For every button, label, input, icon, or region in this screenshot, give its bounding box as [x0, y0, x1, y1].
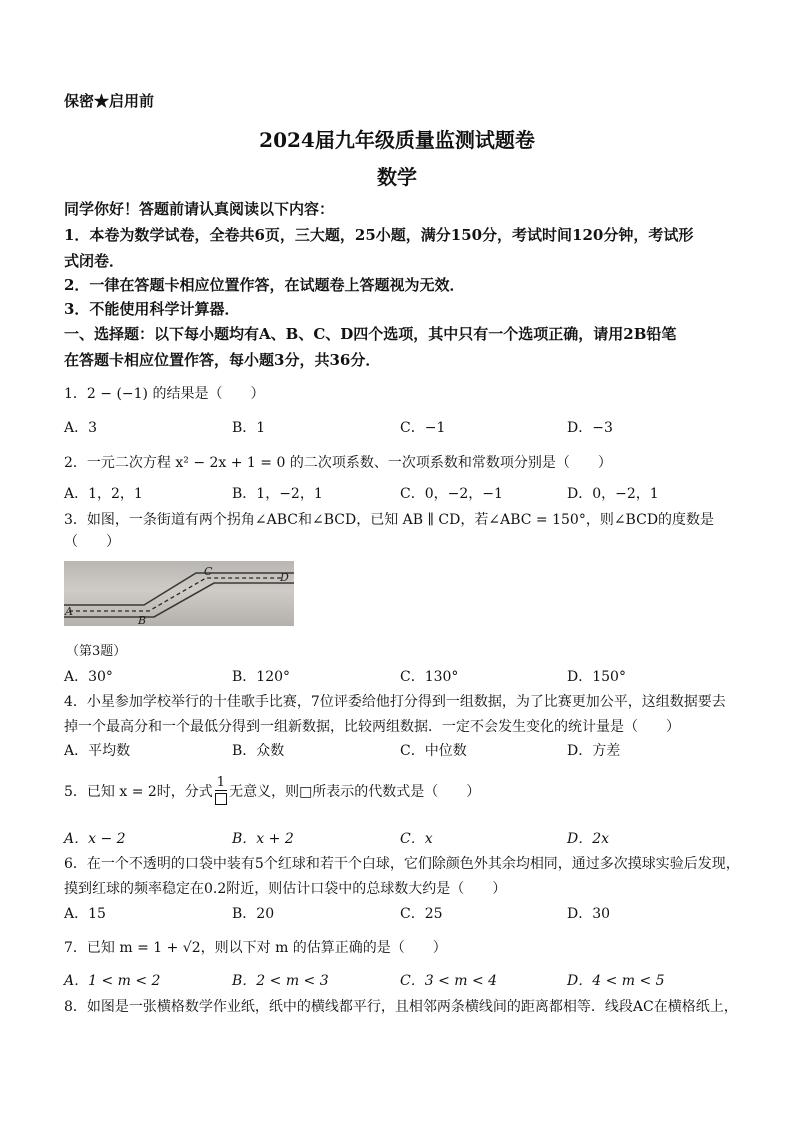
- road-edge-lower: [64, 583, 294, 617]
- question-2-option-b: B．1，−2，1: [232, 486, 323, 502]
- question-3-option-a: A．30°: [64, 669, 113, 685]
- question-6-option-b: B．20: [232, 906, 275, 922]
- question-2-option-d: D．0，−2，1: [567, 486, 659, 502]
- fraction: [215, 776, 227, 808]
- question-5-option-d: D．2x: [567, 831, 610, 847]
- question-6-option-a: A．15: [64, 906, 106, 922]
- question-3-figure-caption: （第3题）: [66, 644, 127, 659]
- figure-label-b: B: [138, 614, 147, 626]
- question-2-option-a: A．1，2，1: [64, 486, 143, 502]
- fraction-denominator: [215, 791, 227, 808]
- notice-greeting: 同学你好！答题前请认真阅读以下内容：: [64, 200, 335, 218]
- question-4-stem-line-1: 4．小星参加学校举行的十佳歌手比赛，7位评委给他打分得到一组数据，为了比赛更加公平，这组数据要去: [64, 694, 726, 710]
- question-7-option-d: D．4 < m < 5: [567, 973, 665, 989]
- street-diagram: [64, 561, 294, 626]
- question-3-street-photo: [64, 561, 294, 626]
- question-1-option-d: D．−3: [567, 420, 613, 436]
- question-4-option-b: B．众数: [232, 743, 285, 759]
- question-6-option-d: D．30: [567, 906, 611, 922]
- question-3-option-b: B．120°: [232, 669, 291, 685]
- question-1-option-c: C．−1: [400, 420, 446, 436]
- figure-label-c: C: [204, 565, 213, 578]
- section-1-intro-line-1: 一、选择题：以下每小题均有A、B、C、D四个选项，其中只有一个选项正确，请用2B铅笔: [64, 325, 677, 343]
- question-6-stem-line-2: 摸到红球的频率稳定在0.2附近，则估计口袋中的总球数大约是（ ）: [64, 881, 507, 897]
- question-1-option-b: B．1: [232, 420, 266, 436]
- notice-item-2: 2．一律在答题卡相应位置作答，在试题卷上答题视为无效．: [64, 276, 465, 294]
- question-4-option-c: C．中位数: [400, 743, 467, 759]
- question-7-stem: 7．已知 m = 1 + √2，则以下对 m 的估算正确的是（ ）: [64, 940, 447, 956]
- fraction-numerator: 1: [216, 775, 226, 790]
- question-1-option-a: A．3: [64, 420, 98, 436]
- question-4-option-d: D．方差: [567, 743, 621, 759]
- question-1-stem: 1．2 − (−1) 的结果是（ ）: [64, 386, 265, 402]
- question-5-stem-post: 无意义，则□所表示的代数式是（ ）: [229, 784, 481, 800]
- question-6-stem-line-1: 6．在一个不透明的口袋中装有5个红球和若干个白球，它们除颜色外其余均相同，通过多次摸球实验后发现，: [64, 856, 740, 872]
- question-5-option-b: B．x + 2: [232, 831, 294, 847]
- exam-title: 2024届九年级质量监测试题卷: [259, 128, 535, 152]
- question-3-option-c: C．130°: [400, 669, 459, 685]
- question-3-option-d: D．150°: [567, 669, 626, 685]
- question-3-stem-line-2: （ ）: [64, 534, 120, 550]
- question-3-stem-line-1: 3．如图，一条街道有两个拐角∠ABC和∠BCD，已知 AB ∥ CD，若∠ABC = 150°，则∠BCD的度数是: [64, 512, 715, 528]
- question-5-stem-pre: 5．已知 x = 2时，分式: [64, 784, 213, 800]
- question-2-stem: 2．一元二次方程 x² − 2x + 1 = 0 的二次项系数、一次项系数和常数项分别是（ ）: [64, 455, 612, 471]
- question-5-stem: [64, 776, 480, 808]
- confidential-label: 保密★启用前: [64, 92, 155, 110]
- question-7-option-b: B．2 < m < 3: [232, 973, 329, 989]
- subject-title: 数学: [377, 165, 417, 189]
- figure-label-d: D: [280, 571, 289, 584]
- notice-item-1-line-2: 式闭卷．: [64, 252, 125, 270]
- question-7-option-a: A．1 < m < 2: [64, 973, 161, 989]
- question-4-option-a: A．平均数: [64, 743, 131, 759]
- notice-item-1-line-1: 1．本卷为数学试卷，全卷共6页，三大题，25小题，满分150分，考试时间120分钟，考试形: [64, 226, 694, 244]
- question-8-stem-line-1: 8．如图是一张横格数学作业纸，纸中的横线都平行，且相邻两条横线间的距离都相等．线段AC在横格纸上，: [64, 999, 738, 1015]
- question-4-stem-line-2: 掉一个最高分和一个最低分得到一组新数据，比较两组数据．一定不会发生变化的统计量是（ ）: [64, 719, 680, 735]
- blank-box: [215, 793, 227, 805]
- figure-label-a: A: [65, 605, 73, 618]
- question-7-option-c: C．3 < m < 4: [400, 973, 498, 989]
- section-1-intro-line-2: 在答题卡相应位置作答，每小题3分，共36分．: [64, 351, 381, 369]
- notice-item-3: 3．不能使用科学计算器．: [64, 300, 240, 318]
- question-6-option-c: C．25: [400, 906, 443, 922]
- question-5-option-a: A．x − 2: [64, 831, 126, 847]
- question-5-option-c: C．x: [400, 831, 433, 847]
- question-2-option-c: C．0，−2，−1: [400, 486, 503, 502]
